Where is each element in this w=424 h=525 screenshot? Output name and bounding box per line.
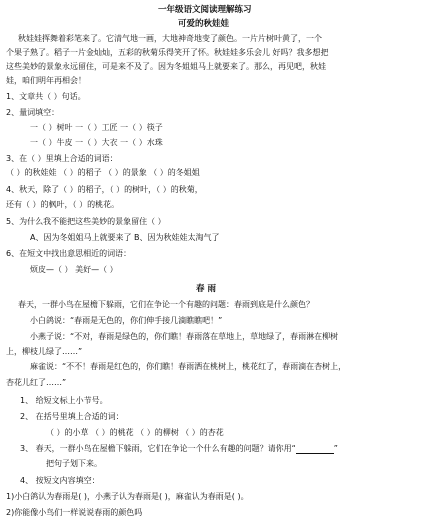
question: 1、文章共（ ）句话。 <box>6 92 86 101</box>
question: 3、在（ ）里填上合适的词语： <box>6 154 118 163</box>
question: 5、为什么我不能把这些美妙的景象留住（ ） <box>6 217 166 226</box>
question-row: 2)你能像小鸟们一样说说春雨的颜色吗 <box>6 508 143 517</box>
passage2-line: 小燕子说：“不对，春雨是绿色的，你们瞧！春雨落在草地上，草地绿了，春雨淋在柳树 <box>30 332 339 341</box>
passage1-line: 个果子熟了。稻子一片金灿灿，五彩的秋菊乐得笑开了怀。秋娃娃多乐会儿 好吗？我多想把 <box>6 48 329 57</box>
passage2-line: 春天，一群小鸟在屋檐下躲雨，它们在争论一个有趣的问题：春雨到底是什么颜色？ <box>18 300 314 309</box>
question: 2、 在括号里填上合适的词： <box>20 412 124 421</box>
passage2-line: 小白鸽说：“春雨是无色的，你们伸手接几滴瞧瞧吧！” <box>30 316 223 325</box>
passage2-line: 杏花儿红了……” <box>6 378 67 387</box>
question: 4、 按短文内容填空： <box>20 476 100 485</box>
question: 1、 给短文标上小节号。 <box>20 396 108 405</box>
question-row: 1)小白鸽认为春雨是( )，小燕子认为春雨是( )，麻雀认为春雨是( )。 <box>6 492 249 501</box>
passage1-line: 秋娃娃挥舞着彩笔来了。它清气地一画，大地神奇地变了颜色。一片片树叶黄了，一个 <box>18 34 322 43</box>
question-row: 还有（ ）的枫叶，（ ）的桃花。 <box>6 200 120 209</box>
passage1-title: 可爱的秋娃娃 <box>178 19 230 29</box>
question-row: （ ）的秋娃娃 （ ）的稻子 （ ）的景象 （ ）的冬姐姐 <box>6 168 200 177</box>
question: 4、秋天，除了（ ）的稻子，（ ）的树叶，（ ）的秋菊， <box>6 185 203 194</box>
question: 2、量词填空： <box>6 108 60 117</box>
passage1-line: 娃，咱们明年再相会！ <box>6 76 86 85</box>
passage2-line: 上，柳枝儿绿了……” <box>6 347 83 356</box>
question: 6、在短文中找出意思相近的词语： <box>6 249 132 258</box>
passage2-title: 春 雨 <box>196 284 216 294</box>
passage1-line: 这些美妙的景象永远留住，可是来不及了。因为冬姐姐马上就要来了。那么，再见吧，秋娃 <box>6 62 326 71</box>
question-row: 一（ ）牛皮 一（ ）大衣 一（ ）水珠 <box>30 138 163 147</box>
question-row: 把句子划下来。 <box>46 459 102 468</box>
doc-title: 一年级语文阅读理解练习 <box>158 5 252 15</box>
question-row: 一（ ）树叶 一（ ）工匠 一（ ）筷子 <box>30 123 163 132</box>
passage2-line: 麻雀说：“不不！春雨是红色的，你们瞧！春雨洒在桃树上，桃花红了，春雨滴在杏树上， <box>30 362 347 371</box>
question-row: （ ）的小草 （ ）的桃花 （ ）的柳树 （ ）的杏花 <box>46 428 224 437</box>
question-text: 3、 春天，一群小鸟在屋檐下躲雨，它们在争论一个什么有趣的问题？请你用“ <box>20 444 296 453</box>
underline-sample <box>296 445 334 454</box>
question-row: A、因为冬姐姐马上就要来了 B、因为秋娃娃太淘气了 <box>30 233 220 242</box>
question: 3、 春天，一群小鸟在屋檐下躲雨，它们在争论一个什么有趣的问题？请你用“ ” <box>20 444 338 453</box>
question-row: 烦皮—（ ） 美好—（ ） <box>30 265 118 274</box>
